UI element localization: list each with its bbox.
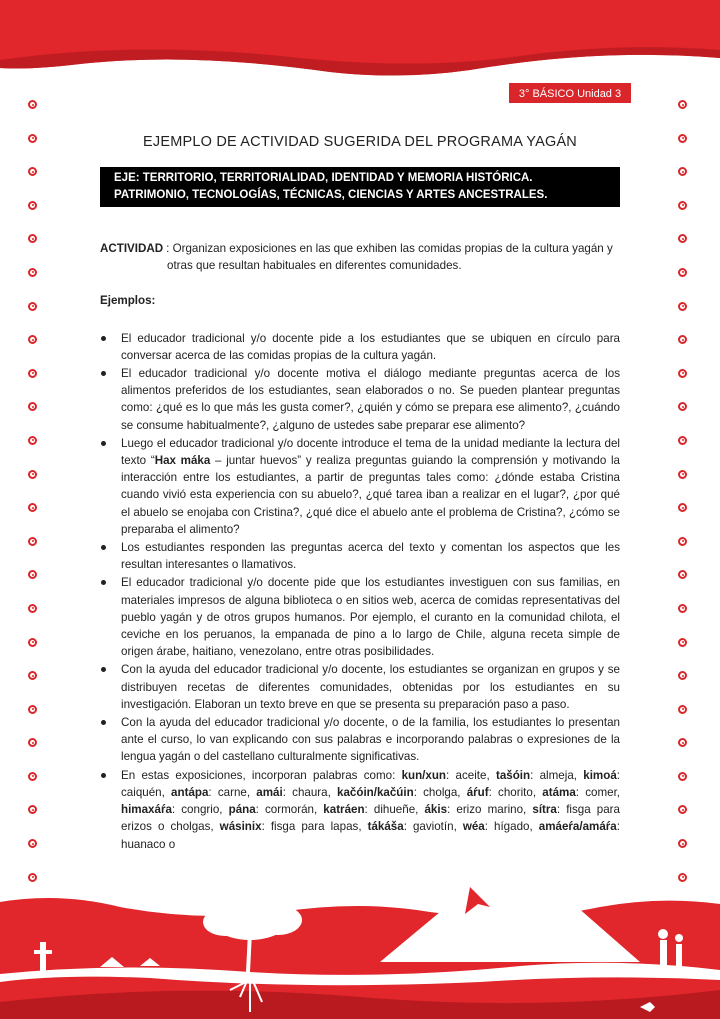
list-item: El educador tradicional y/o docente pide que los estudiantes investiguen con sus familias, en materiales impresos de alguna biblioteca o en sitios web, acerca de comidas representativas del pueblo yagán y de otros grupos humanos. Por ejemplo, el curanto en la comunidad chilota, el ceviche en los peruanos, la empanada de pino a lo largo de Chile, alguna receta simple de origen árabe, haitiano, venezolano, entre otras posibilidades. — [100, 574, 620, 660]
examples-list — [100, 330, 620, 853]
vocab-word: áŕuf — [466, 785, 489, 799]
vocab-meaning: carne — [217, 785, 247, 799]
list-item: El educador tradicional y/o docente pide a los estudiantes que se ubiquen en círculo para conversar acerca de las comidas propias de la cultura yagán. — [100, 330, 620, 364]
vocab-meaning: chorito — [498, 785, 533, 799]
vocab-meaning: dihueñe — [373, 803, 416, 817]
vocab-word: wásinix — [219, 820, 262, 834]
vocab-word: katráen — [323, 803, 365, 817]
activity-description — [100, 240, 620, 274]
eje-line-2: PATRIMONIO, TECNOLOGÍAS, TÉCNICAS, CIENCIAS Y ARTES ANCESTRALES. — [114, 189, 548, 201]
grade-unit-badge: 3° BÁSICO Unidad 3 — [508, 82, 632, 104]
right-decorative-dots — [678, 100, 692, 906]
list-item: Los estudiantes responden las preguntas acerca del texto y comentan los aspectos que les resultan interesantes o llamativos. — [100, 539, 620, 573]
activity-label: ACTIVIDAD — [100, 242, 164, 255]
activity-text: : Organizan exposiciones en las que exhiben las comidas propias de la cultura yagán y — [166, 242, 613, 255]
vocab-word: wéa — [462, 820, 485, 834]
vocab-meaning: chaura — [292, 785, 328, 799]
list-item: El educador tradicional y/o docente motiva el diálogo mediante preguntas acerca de los alimentos preferidos de los estudiantes, sean elaborados o no. Se pueden plantear preguntas como: ¿qué es lo que más les gusta comer?, ¿quién y cómo se prepara ese alimento?, ¿cuándo se consume habitualmente?, ¿alguno de ustedes sabe preparar ese alimento? — [100, 365, 620, 434]
vocab-meaning: congrio — [181, 803, 220, 817]
vocab-word: himaxáŕa — [121, 803, 172, 817]
eje-box — [100, 167, 620, 207]
activity-content — [100, 240, 620, 854]
vocab-word: kačóin/kačúin — [337, 785, 414, 799]
vocab-word: sítra — [532, 803, 557, 817]
examples-heading: Ejemplos: — [100, 294, 156, 308]
vocab-word: kun/xun — [401, 768, 447, 782]
vocab-meaning: hígado — [494, 820, 530, 834]
left-decorative-dots — [28, 100, 42, 906]
vocab-word: tákáša — [367, 820, 404, 834]
vocab-word: ákis — [424, 803, 448, 817]
vocab-word: amái — [256, 785, 283, 799]
vocab-meaning: fisga para erizos o cholgas — [121, 803, 620, 834]
activity-text-cont: otras que resultan habituales en diferentes comunidades. — [167, 259, 462, 273]
vocab-meaning: huanaco o — [121, 837, 176, 851]
vocab-meaning: comer — [585, 785, 617, 799]
vocab-word: amáeŕa/amáŕa — [538, 820, 617, 834]
vocab-word: pána — [228, 803, 256, 817]
vocab-meaning: aceite — [455, 768, 487, 782]
vocab-meaning: gaviotín — [412, 820, 454, 834]
vocab-word: tašóin — [495, 768, 531, 782]
vocab-word: antápa — [171, 785, 209, 799]
vocab-meaning: almeja — [539, 768, 574, 782]
vocab-meaning: cormorán — [265, 803, 314, 817]
eje-line-1: EJE: TERRITORIO, TERRITORIALIDAD, IDENTIDAD Y MEMORIA HISTÓRICA. — [114, 172, 533, 184]
vocab-word: kimoá — [583, 768, 617, 782]
vocab-meaning: fisga para lapas — [270, 820, 359, 834]
list-item: Con la ayuda del educador tradicional y/o docente, o de la familia, los estudiantes lo presentan ante el curso, lo van explicando con sus palabras e incorporando palabras o expresiones de la lengua yagán o del castellano culturalmente significativas. — [100, 714, 620, 766]
vocab-meaning: cholga — [423, 785, 458, 799]
text-title-bold: Hax máka — [154, 454, 211, 468]
list-item-vocabulary: En estas exposiciones, incorporan palabras como: kun/xun: aceite, tašóin: almeja, kimoá: caiquén, antápa: carne, amái: chaura, kačóin/kačúin: cholga, áŕuf: chorito, atáma: comer, himaxáŕa: congrio, pána: cormorán, katráen: dihueñe, ákis: erizo marino, sítra: fisga para erizos o cholgas, wásinix: fisga para lapas, tákáša: gaviotín, wéa: hígado, amáeŕa/amáŕa: huanaco o — [100, 767, 620, 853]
bottom-landscape-illustration — [0, 862, 720, 1019]
vocab-meaning: erizo marino — [456, 803, 524, 817]
page-title: EJEMPLO DE ACTIVIDAD SUGERIDA DEL PROGRAMA YAGÁN — [143, 134, 577, 150]
list-item: Luego el educador tradicional y/o docente introduce el tema de la unidad mediante la lectura del texto “Hax máka – juntar huevos” y realiza preguntas guiando la comprensión y motivando la interacción entre los estudiantes, a partir de preguntas tales como: ¿dónde estaba Cristina cuando vivió esta experiencia con su abuelo?, ¿qué tarea iban a realizar en el lugar?, ¿por qué el abuelo se enojaba con Cristina?, ¿qué dice el abuelo ante el problema de Cristina?, ¿cómo se preparaba el alimento? — [100, 435, 620, 538]
vocab-word: atáma — [542, 785, 576, 799]
list-item: Con la ayuda del educador tradicional y/o docente, los estudiantes se organizan en grupos y se distribuyen recetas de diferentes comunidades, obtenidas por los estudiantes en su investigación. Elaboran un texto breve en que se presenta su preparación paso a paso. — [100, 661, 620, 713]
vocab-meaning: caiquén — [121, 785, 162, 799]
